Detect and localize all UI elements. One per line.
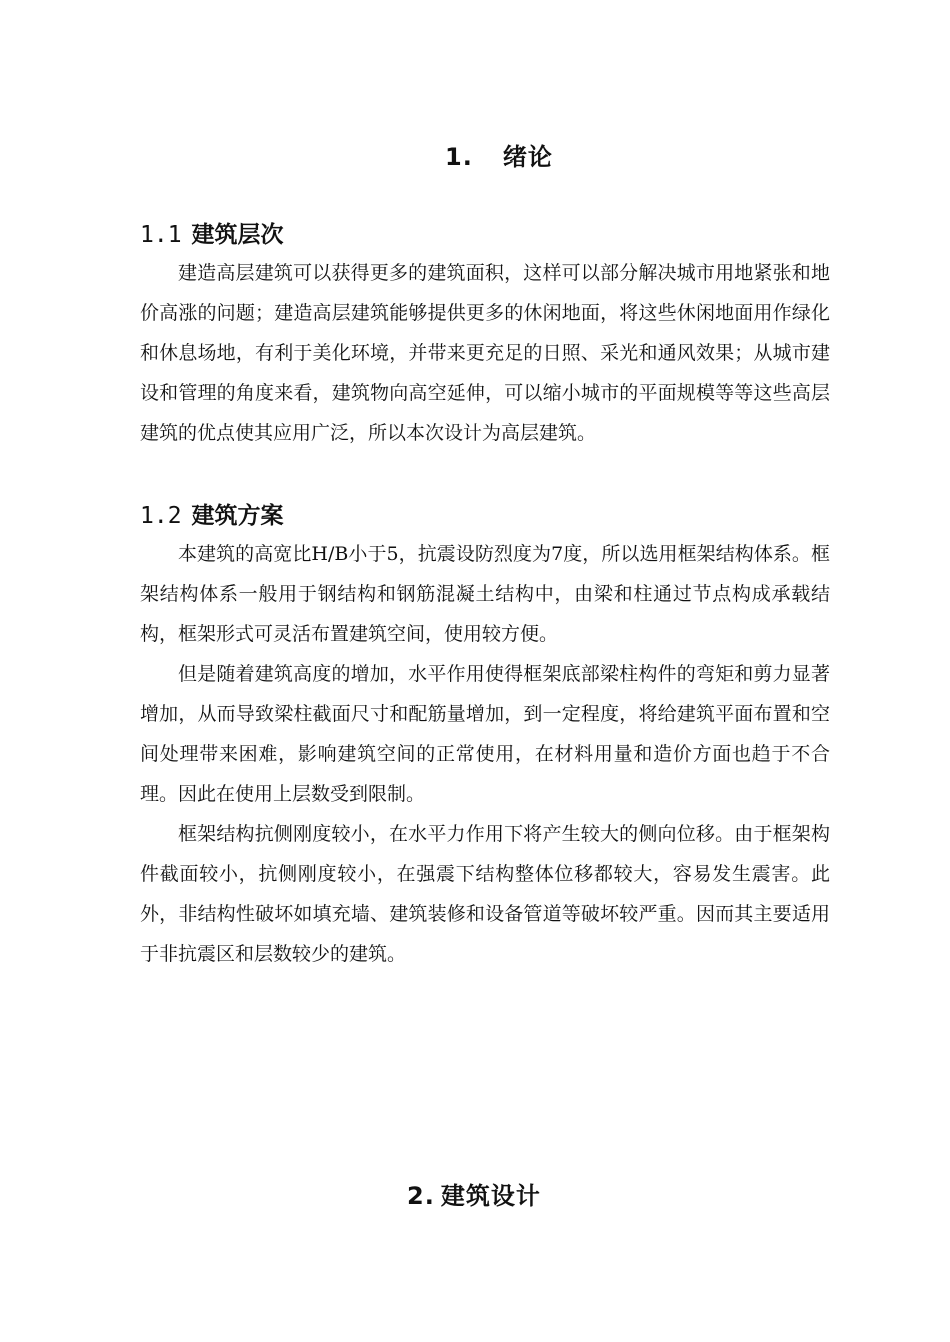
chapter-2-heading	[407, 1176, 541, 1211]
section-1-2-number: 1.2	[140, 503, 182, 529]
section-1-2-paragraph-1: 本建筑的高宽比H/B小于5，抗震设防烈度为7度，所以选用框架结构体系。框架结构体系一般用于钢结构和钢筋混凝土结构中，由梁和柱通过节点构成承载结构，框架形式可灵活布置建筑空间，使用较方便。	[140, 543, 830, 645]
section-1-1-title: 建筑层次	[191, 222, 284, 248]
chapter-2-title: 建筑设计	[440, 1182, 541, 1210]
chapter-1-title: 绪论	[502, 143, 553, 171]
chapter-1-heading	[445, 137, 553, 172]
section-1-1-number: 1.1	[140, 222, 182, 248]
section-1-2-paragraph-3: 框架结构抗侧刚度较小，在水平力作用下将产生较大的侧向位移。由于框架构件截面较小，抗侧刚度较小，在强震下结构整体位移都较大，容易发生震害。此外，非结构性破坏如填充墙、建筑装修和设备管道等破坏较严重。因而其主要适用于非抗震区和层数较少的建筑。	[140, 823, 830, 965]
section-1-1-heading	[140, 216, 284, 249]
chapter-1-number: 1.	[445, 143, 473, 171]
section-1-2-title: 建筑方案	[191, 503, 284, 529]
section-1-2-paragraph-2: 但是随着建筑高度的增加，水平作用使得框架底部梁柱构件的弯矩和剪力显著增加，从而导致梁柱截面尺寸和配筋量增加，到一定程度，将给建筑平面布置和空间处理带来困难，影响建筑空间的正常使用，在材料用量和造价方面也趋于不合理。因此在使用上层数受到限制。	[140, 663, 830, 805]
chapter-2-number: 2.	[407, 1182, 435, 1210]
section-1-2-heading	[140, 497, 284, 530]
section-1-1-paragraph-1: 建造高层建筑可以获得更多的建筑面积，这样可以部分解决城市用地紧张和地价高涨的问题；建造高层建筑能够提供更多的休闲地面，将这些休闲地面用作绿化和休息场地，有利于美化环境，并带来更充足的日照、采光和通风效果；从城市建设和管理的角度来看，建筑物向高空延伸，可以缩小城市的平面规模等等这些高层建筑的优点使其应用广泛，所以本次设计为高层建筑。	[140, 262, 830, 444]
